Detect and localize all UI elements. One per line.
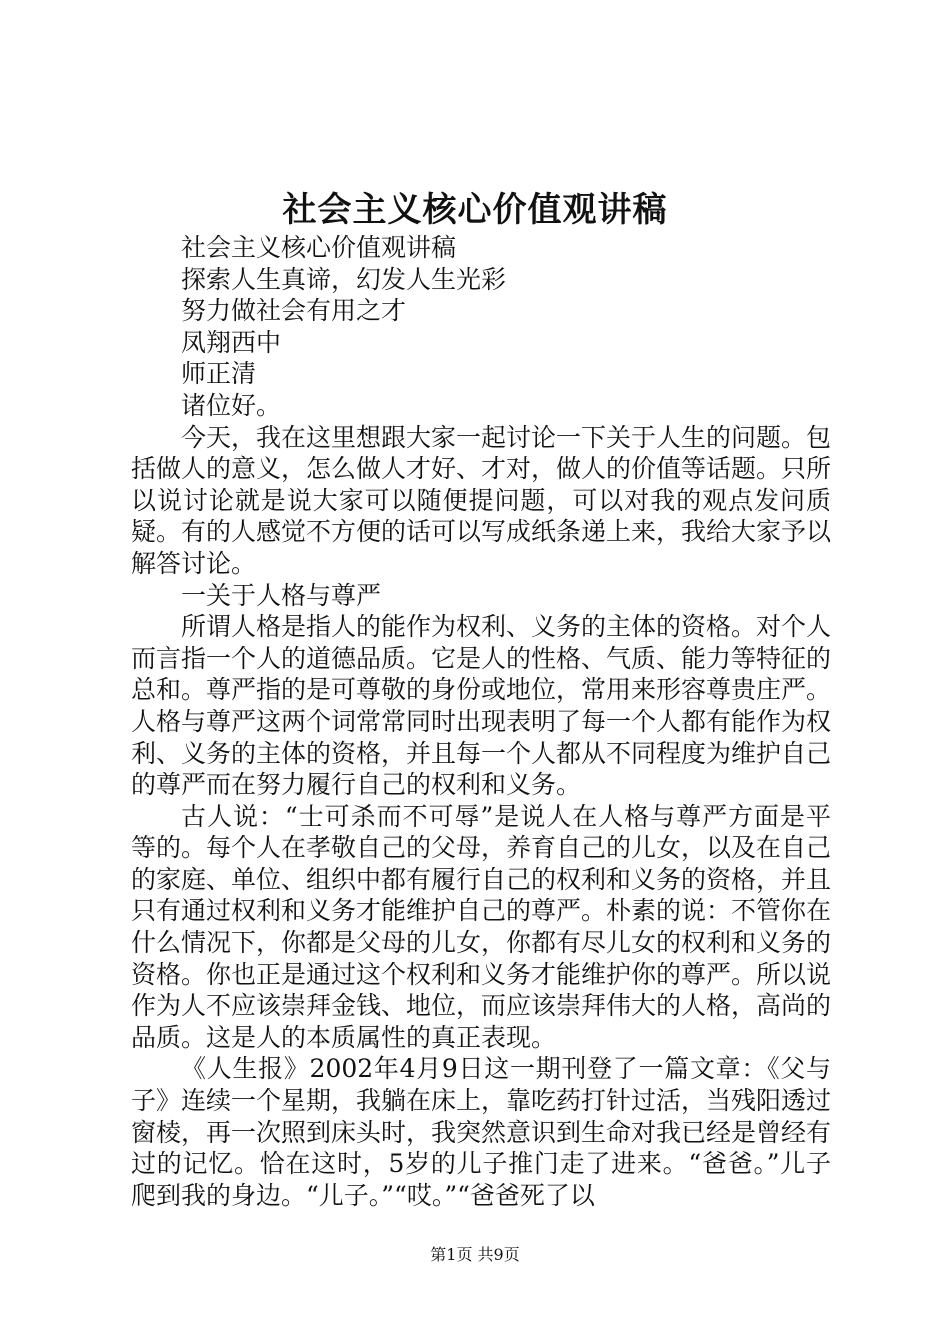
document-body [131,232,831,1211]
page-footer: 第1页 共9页 [430,1245,520,1264]
text-line-greeting: 诸位好。 [181,390,282,420]
document-title: 社会主义核心价值观讲稿 [282,190,668,230]
paragraph-definition: 所谓人格是指人的能作为权利、义务的主体的资格。对个人而言指一个人的道德品质。它是人的性格、气质、能力等特征的总和。尊严指的是可尊敬的身份或地位，常用来形容尊贵庄严。人格与尊严这两个词常常同时出现表明了每一个人都有能作为权利、义务的主体的资格，并且每一个人都从不同程度为维护自己的尊严而在努力履行自己的权利和义务。 [131,612,832,800]
paragraph-ancient-saying: 古人说：“士可杀而不可辱”是说人在人格与尊严方面是平等的。每个人在孝敬自己的父母，养育自己的儿女，以及在自己的家庭、单位、组织中都有履行自己的权利和义务的资格，并且只有通过权利和义务才能维护自己的尊严。朴素的说：不管你在什么情况下，你都是父母的儿女，你都有尽儿女的权利和义务的资格。你也正是通过这个权利和义务才能维护你的尊严。所以说作为人不应该崇拜金钱、地位，而应该崇拜伟大的人格，高尚的品质。这是人的本质属性的真正表现。 [131,801,832,1052]
text-line-subtitle: 社会主义核心价值观讲稿 [181,233,457,262]
text-line-motto: 努力做社会有用之才 [181,296,407,326]
paragraph-intro: 今天，我在这里想跟大家一起讨论一下关于人生的问题。包括做人的意义，怎么做人才好、才对，做人的价值等话题。只所以说讨论就是说大家可以随便提问题，可以对我的观点发问质疑。有的人感觉不方便的话可以写成纸条递上来，我给大家予以解答讨论。 [131,422,832,578]
text-line-school: 凤翔西中 [181,327,282,357]
text-line-theme: 探索人生真谛，幻发人生光彩 [181,264,507,294]
section-heading: 一关于人格与尊严 [181,580,382,610]
paragraph-story: 《人生报》2002年4月9日这一期刊登了一篇文章：《父与子》连续一个星期，我躺在床上，靠吃药打针过活，当残阳透过窗棱，再一次照到床头时，我突然意识到生命对我已经是曾经有过的记忆。恰在这时，5岁的儿子推门走了进来。“爸爸。”儿子爬到我的身边。“儿子。”“哎。”“爸爸死了以 [131,1054,832,1210]
text-line-author: 师正清 [181,359,257,389]
